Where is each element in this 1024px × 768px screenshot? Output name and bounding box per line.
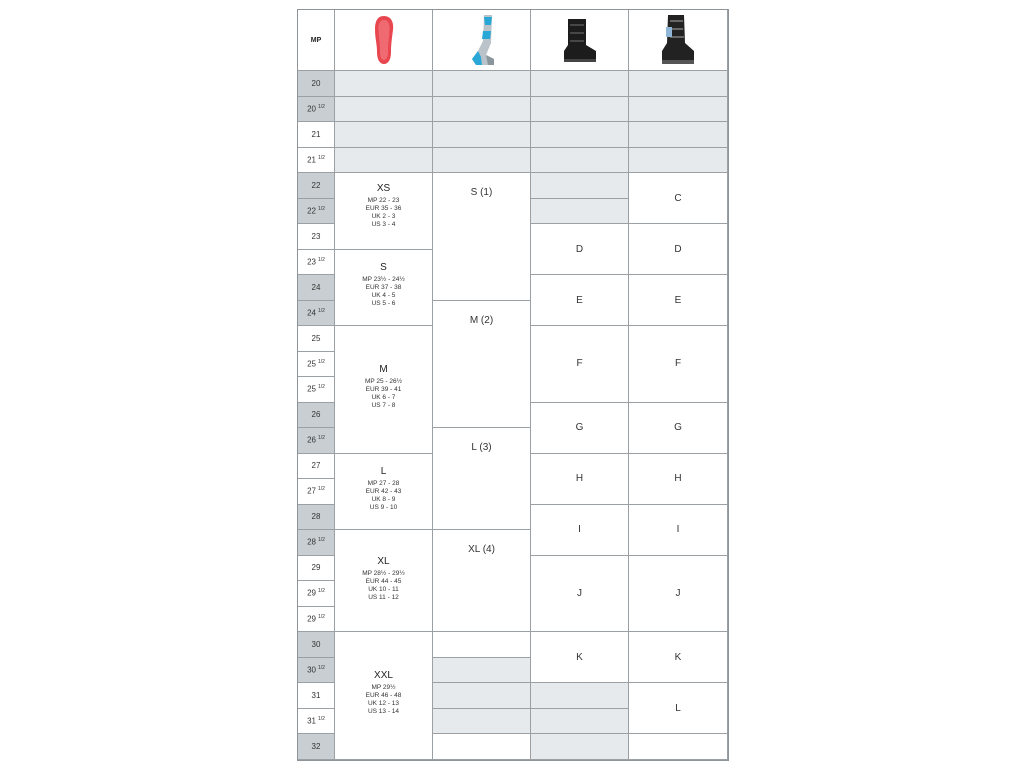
unavailable-cell: [531, 709, 629, 735]
insole-size-conversion: UK 10 - 11: [368, 586, 399, 593]
unavailable-cell: [629, 122, 728, 148]
insole-size-conversion: UK 4 - 5: [371, 291, 396, 299]
mp-size-cell: [298, 148, 335, 174]
boot-size-label: F: [674, 358, 682, 370]
unavailable-cell: [335, 122, 433, 148]
mp-size-cell: [298, 377, 335, 403]
boot-size-label: J: [675, 587, 681, 599]
mp-size-cell: [298, 454, 335, 480]
insole-size-conversion: MP 29½: [371, 684, 396, 691]
unavailable-cell: [531, 122, 629, 148]
insole-size-label: L: [380, 465, 387, 477]
half-size-mark: 1/2: [317, 103, 325, 110]
mp-size-value: 28 $^{1/2}$: [307, 537, 325, 548]
insole-size-block: [335, 326, 433, 454]
mp-size-value: 22: [311, 180, 321, 190]
liner-size-block: [531, 275, 629, 326]
insole-size-block: [335, 530, 433, 632]
half-size-mark: 1/2: [317, 664, 325, 671]
unavailable-cell: [433, 122, 531, 148]
mp-size-cell: [298, 97, 335, 123]
liner-size-block: [531, 505, 629, 556]
mp-size-cell: [298, 607, 335, 633]
half-size-mark: 1/2: [317, 358, 325, 365]
boot-size-label: G: [674, 422, 682, 433]
liner-size-block: [531, 403, 629, 454]
mp-size-value: 20 $^{1/2}$: [307, 103, 325, 114]
half-size-mark: 1/2: [317, 486, 325, 493]
unavailable-cell: [433, 658, 531, 684]
boot-size-block: [629, 403, 728, 454]
insole-size-conversion: UK 8 - 9: [371, 495, 396, 503]
insole-size-label: XS: [376, 183, 391, 194]
boot-size-label: K: [674, 651, 682, 663]
boot-size-block: [629, 173, 728, 224]
mp-size-value: 30: [311, 639, 321, 649]
liner-size-label: G: [575, 422, 584, 433]
mp-size-value: 31 $^{1/2}$: [307, 715, 325, 726]
header-insole-cell: [335, 10, 433, 71]
liner-size-block: [531, 632, 629, 683]
mp-size-cell: [298, 683, 335, 709]
mp-size-value: 29 $^{1/2}$: [307, 588, 325, 599]
header-liner-cell: [531, 10, 629, 71]
sock-size-block: [433, 301, 531, 429]
mp-size-value: 25 $^{1/2}$: [307, 384, 325, 395]
mp-size-value: 28: [311, 512, 321, 522]
unavailable-cell: [433, 97, 531, 123]
liner-size-label: D: [575, 243, 584, 255]
boot-size-block: [629, 454, 728, 505]
mp-size-cell: [298, 556, 335, 582]
mp-size-value: 20: [311, 78, 321, 88]
insole-size-conversion: US 3 - 4: [371, 221, 396, 228]
header-boot-cell: [629, 10, 728, 71]
half-size-mark: 1/2: [317, 715, 325, 722]
insole-size-conversion: EUR 37 - 38: [365, 283, 402, 291]
sock-size-label: L (3): [471, 442, 492, 453]
half-size-mark: 1/2: [317, 537, 325, 544]
mp-size-cell: [298, 250, 335, 276]
half-size-mark: 1/2: [317, 205, 325, 212]
liner-size-label: K: [576, 651, 583, 663]
half-size-mark: 1/2: [317, 256, 325, 263]
sock-size-block: [433, 173, 531, 301]
liner-size-block: [531, 224, 629, 275]
insole-size-conversion: US 5 - 6: [371, 299, 396, 307]
mp-size-value: 21: [311, 129, 321, 139]
insole-size-block: [335, 250, 433, 327]
unavailable-cell: [531, 71, 629, 97]
mp-size-cell: [298, 352, 335, 378]
boot-size-label: E: [674, 294, 682, 306]
empty-cell: [433, 632, 531, 658]
insole-size-conversion: US 9 - 10: [369, 503, 398, 511]
insole-size-conversion: EUR 46 - 48: [365, 692, 402, 699]
unavailable-cell: [629, 71, 728, 97]
mp-size-cell: [298, 734, 335, 760]
half-size-mark: 1/2: [317, 435, 325, 442]
insole-size-conversion: UK 6 - 7: [371, 394, 396, 401]
mp-size-value: 24: [311, 282, 321, 292]
size-chart-table: [297, 9, 729, 761]
mp-size-cell: [298, 173, 335, 199]
mp-size-cell: [298, 122, 335, 148]
unavailable-cell: [531, 148, 629, 174]
mp-size-value: 24 $^{1/2}$: [307, 307, 325, 318]
mp-size-value: 32: [311, 741, 321, 751]
sock-size-block: [433, 530, 531, 632]
mp-size-cell: [298, 709, 335, 735]
mp-size-cell: [298, 658, 335, 684]
sock-size-label: M (2): [469, 314, 494, 326]
header-sock-cell: [433, 10, 531, 71]
mp-size-cell: [298, 479, 335, 505]
liner-size-label: I: [578, 524, 581, 535]
insole-size-conversion: US 11 - 12: [368, 594, 399, 601]
insole-size-conversion: UK 2 - 3: [371, 213, 396, 220]
mp-size-value: 23: [311, 231, 321, 241]
liner-size-block: [531, 454, 629, 505]
boot-size-block: [629, 556, 728, 633]
liner-size-block: [531, 326, 629, 403]
mp-size-value: 31: [311, 690, 321, 700]
boot-size-block: [629, 632, 728, 683]
unavailable-cell: [335, 97, 433, 123]
mp-size-value: 26: [311, 410, 321, 420]
mp-size-cell: [298, 632, 335, 658]
compression-sock-icon: [464, 13, 500, 67]
boot-size-block: [629, 505, 728, 556]
insole-size-conversion: EUR 44 - 45: [365, 578, 402, 585]
unavailable-cell: [433, 709, 531, 735]
insole-icon: [369, 14, 399, 66]
insole-size-conversion: MP 25 - 26½: [364, 378, 403, 385]
liner-size-block: [531, 556, 629, 633]
liner-size-label: J: [577, 587, 582, 599]
unavailable-cell: [531, 173, 629, 199]
liner-size-label: E: [576, 294, 583, 306]
sock-size-block: [433, 428, 531, 530]
insole-size-conversion: MP 23½ - 24½: [362, 275, 405, 283]
ski-boot-icon: [658, 13, 698, 67]
unavailable-cell: [335, 148, 433, 174]
insole-size-block: [335, 173, 433, 250]
mp-size-cell: [298, 275, 335, 301]
mp-size-cell: [298, 505, 335, 531]
insole-size-conversion: MP 27 - 28: [367, 479, 400, 487]
mp-size-cell: [298, 428, 335, 454]
unavailable-cell: [531, 97, 629, 123]
mp-size-value: 22 $^{1/2}$: [307, 205, 325, 216]
boot-size-block: [629, 224, 728, 275]
empty-cell: [433, 734, 531, 760]
boot-size-block: [629, 683, 728, 734]
mp-size-value: 25: [311, 333, 321, 343]
insole-size-conversion: MP 28½ - 29½: [362, 570, 405, 577]
empty-cell: [629, 734, 728, 760]
boot-size-label: L: [675, 702, 681, 714]
unavailable-cell: [433, 71, 531, 97]
mp-size-value: 29: [311, 563, 321, 573]
unavailable-cell: [629, 97, 728, 123]
mp-size-cell: [298, 403, 335, 429]
unavailable-cell: [433, 148, 531, 174]
mp-size-cell: [298, 326, 335, 352]
half-size-mark: 1/2: [317, 307, 325, 314]
mp-size-value: 29 $^{1/2}$: [307, 613, 325, 624]
insole-size-block: [335, 632, 433, 760]
insole-size-label: XL: [377, 556, 390, 567]
mp-size-value: 23 $^{1/2}$: [307, 256, 325, 267]
insole-size-conversion: UK 12 - 13: [367, 700, 400, 707]
mp-size-cell: [298, 224, 335, 250]
unavailable-cell: [531, 683, 629, 709]
boot-size-label: C: [674, 192, 682, 204]
insole-size-label: S: [380, 261, 387, 273]
half-size-mark: 1/2: [317, 588, 325, 595]
half-size-mark: 1/2: [317, 613, 325, 620]
mp-size-cell: [298, 301, 335, 327]
insole-size-conversion: US 13 - 14: [367, 708, 400, 715]
insole-size-label: XXL: [374, 670, 393, 681]
sock-size-label: XL (4): [468, 544, 495, 555]
unavailable-cell: [433, 683, 531, 709]
liner-size-label: H: [575, 473, 584, 484]
half-size-mark: 1/2: [317, 154, 325, 161]
insole-size-conversion: EUR 42 - 43: [365, 487, 402, 495]
half-size-mark: 1/2: [317, 384, 325, 391]
mp-size-value: 26 $^{1/2}$: [307, 435, 325, 446]
mp-header-label: MP: [310, 36, 322, 44]
unavailable-cell: [629, 148, 728, 174]
boot-size-label: H: [674, 473, 682, 484]
mp-size-value: 21 $^{1/2}$: [307, 154, 325, 165]
mp-size-value: 27: [311, 461, 321, 471]
insole-size-block: [335, 454, 433, 531]
boot-size-block: [629, 275, 728, 326]
mp-size-cell: [298, 530, 335, 556]
mp-size-cell: [298, 71, 335, 97]
mp-size-value: 30 $^{1/2}$: [307, 664, 325, 675]
boot-size-label: D: [674, 243, 682, 255]
insole-size-conversion: EUR 39 - 41: [365, 386, 402, 393]
unavailable-cell: [335, 71, 433, 97]
boot-size-label: I: [676, 524, 680, 535]
boot-size-block: [629, 326, 728, 403]
insole-size-label: M: [379, 364, 388, 375]
mp-size-cell: [298, 581, 335, 607]
liner-size-label: F: [576, 358, 583, 370]
boot-liner-icon: [560, 15, 600, 65]
unavailable-cell: [531, 734, 629, 760]
insole-size-conversion: US 7 - 8: [371, 402, 396, 409]
mp-size-cell: [298, 199, 335, 225]
mp-size-value: 27 $^{1/2}$: [307, 486, 325, 497]
sock-size-label: S (1): [470, 187, 493, 198]
header-mp-cell: [298, 10, 335, 71]
unavailable-cell: [531, 199, 629, 225]
insole-size-conversion: MP 22 - 23: [367, 197, 400, 204]
mp-size-value: 25 $^{1/2}$: [307, 358, 325, 369]
insole-size-conversion: EUR 35 - 36: [365, 205, 402, 212]
